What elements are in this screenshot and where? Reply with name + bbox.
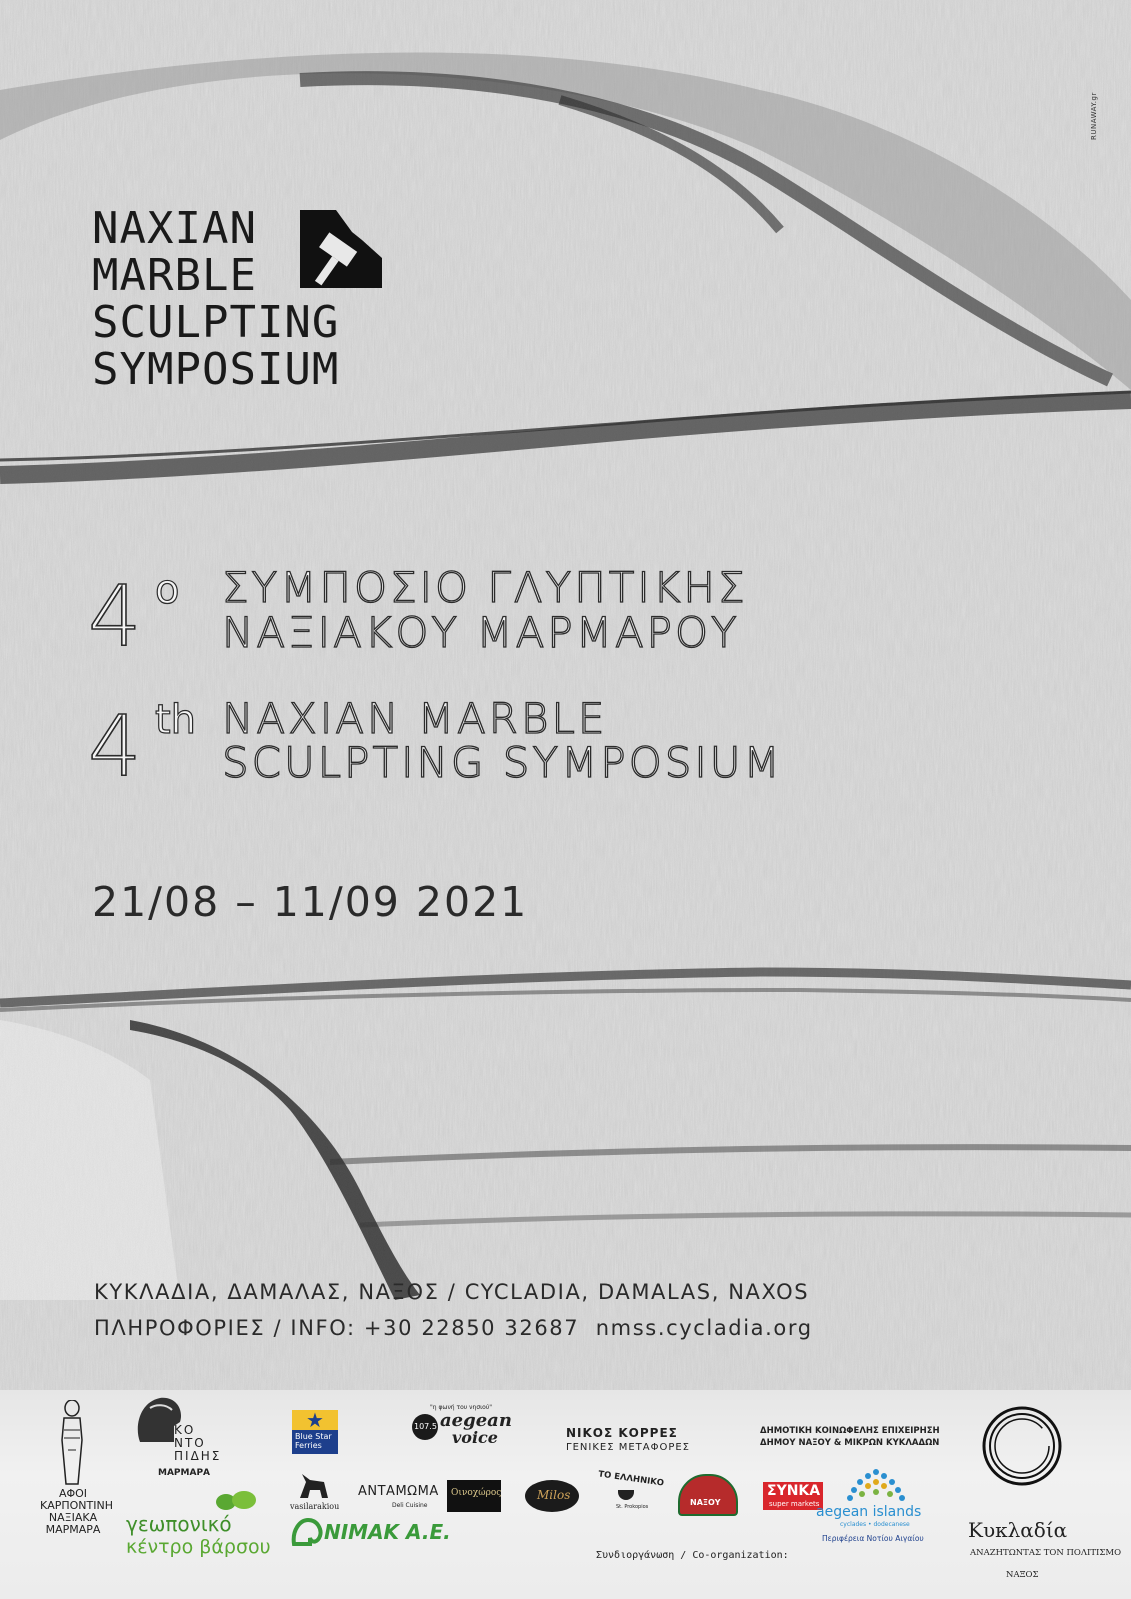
sponsor-vasilarakiou: vasilarakiou bbox=[290, 1502, 340, 1511]
cycladia-sub1: ΑΝΑΖΗΤΩΝΤΑΣ ΤΟΝ ΠΟΛΙΤΙΣΜΟ bbox=[970, 1548, 1122, 1558]
naxos-badge-text: ΝΑΞΟΥ bbox=[690, 1498, 721, 1507]
oinoxoros-logo bbox=[447, 1480, 501, 1512]
event-dates: 21/08 – 11/09 2021 bbox=[92, 878, 529, 926]
bluestar-logo bbox=[292, 1410, 338, 1454]
bluestar-line: Blue Star bbox=[295, 1432, 332, 1441]
info-label: ΠΛΗΡΟΦΟΡΙΕΣ / INFO: bbox=[94, 1316, 356, 1340]
sponsor-elliniko-sub: St. Prokopios bbox=[616, 1504, 649, 1510]
logo-line: NAXIAN bbox=[92, 203, 257, 254]
logo-line: SCULPTING bbox=[92, 297, 340, 348]
greek-title-line2: ΝΑΞΙΑΚΟΥ ΜΑΡΜΑΡΟΥ bbox=[222, 608, 740, 657]
bluestar-line: Ferries bbox=[295, 1441, 322, 1450]
aegean-voice-freq: 107.5 bbox=[414, 1422, 437, 1431]
sponsor-municipal: ΔΗΜΟΤΙΚΗ ΚΟΙΝΩΦΕΛΗΣ ΕΠΙΧΕΙΡΗΣΗ bbox=[760, 1426, 940, 1436]
sponsor-elliniko: ΤΟ ΕΛΛΗΝΙΚΟ bbox=[597, 1469, 665, 1489]
sponsor-karpontini-line: ΑΦΟΙ bbox=[58, 1487, 88, 1500]
greek-ordinal-suffix: ο bbox=[155, 567, 180, 613]
sponsor-karpontini-line: ΚΑΡΠΟΝΤΙΝΗ bbox=[40, 1499, 113, 1512]
sponsor-nimak: NIMAK A.E. bbox=[324, 1520, 451, 1544]
nimak-tree-icon bbox=[290, 1516, 324, 1546]
milos-logo bbox=[525, 1480, 579, 1512]
info-phone[interactable]: +30 22850 32687 bbox=[363, 1316, 580, 1340]
sponsor-antamoma: ΑΝΤΑΜΩΜΑ bbox=[358, 1484, 439, 1499]
sponsor-kontopidis-line: ΠΙΔΗΣ bbox=[174, 1449, 222, 1463]
sponsor-antamoma-sub: Deli Cuisine bbox=[392, 1502, 428, 1509]
synka-logo bbox=[763, 1482, 823, 1510]
synka-sub: super markets bbox=[769, 1500, 820, 1508]
aegean-islands-dots-icon bbox=[846, 1468, 906, 1504]
statue-icon bbox=[58, 1400, 86, 1486]
info-line bbox=[94, 1316, 813, 1340]
sponsor-kontopidis-line: ΝΤΟ bbox=[174, 1436, 206, 1450]
sponsor-kontopidis-sub: ΜΑΡΜΑΡΑ bbox=[158, 1468, 211, 1478]
greek-number: 4 bbox=[88, 567, 142, 665]
cycladia-sub2: ΝΑΞΟΣ bbox=[1006, 1570, 1039, 1580]
naxos-badge-logo bbox=[678, 1474, 738, 1516]
aegean-voice-name: aegean bbox=[440, 1410, 512, 1431]
aegean-voice-badge bbox=[412, 1414, 438, 1440]
aegean-islands-sub: cyclades • dodecanese bbox=[840, 1521, 910, 1528]
oinoxoros-text: Οινοχώρος bbox=[451, 1488, 502, 1498]
sponsor-kontopidis bbox=[174, 1424, 221, 1463]
sponsors-strip bbox=[0, 1390, 1131, 1599]
design-credit: RUNAWAY.gr bbox=[1090, 92, 1098, 140]
sponsor-municipal-sub: ΔΗΜΟΥ ΝΑΞΟΥ & ΜΙΚΡΩΝ ΚΥΚΛΑΔΩΝ bbox=[760, 1438, 940, 1448]
milos-text: Milos bbox=[537, 1488, 571, 1502]
info-website[interactable]: nmss.cycladia.org bbox=[595, 1316, 813, 1340]
leaf-icon bbox=[214, 1490, 258, 1514]
synka-name: ΣYNKA bbox=[767, 1483, 821, 1499]
english-ordinal-suffix: th bbox=[155, 697, 197, 743]
location-text: ΚΥΚΛΑΔΙΑ, ΔΑΜΑΛΑΣ, ΝΑΞΟΣ / CYCLADIA, DAMALAS, NAXOS bbox=[94, 1280, 810, 1304]
aegean-voice-name2: voice bbox=[452, 1428, 498, 1447]
sponsor-kontopidis-line: ΚΟ bbox=[174, 1423, 196, 1437]
logo-line: SYMPOSIUM bbox=[92, 344, 340, 395]
star-icon: ★ bbox=[306, 1408, 324, 1432]
logo-line: MARBLE bbox=[92, 250, 257, 301]
aegean-voice-tag: "η φωνή του νησιού" bbox=[430, 1404, 493, 1411]
bluestar-text bbox=[295, 1432, 332, 1450]
coorganization-label: Συνδιοργάνωση / Co-organization: bbox=[596, 1550, 789, 1561]
goat-icon bbox=[296, 1470, 332, 1500]
sponsor-korres-sub: ΓΕΝΙΚΕΣ ΜΕΤΑΦΟΡΕΣ bbox=[566, 1442, 690, 1453]
aegean-islands-name: aegean islands bbox=[816, 1504, 922, 1520]
greek-title-line1: ΣΥΜΠΟΣΙΟ ΓΛΥΠΤΙΚΗΣ bbox=[222, 563, 748, 612]
aegean-islands-region: Περιφέρεια Νοτίου Αιγαίου bbox=[822, 1534, 924, 1543]
sponsor-karpontini-line: ΜΑΡΜΑΡΑ bbox=[45, 1523, 101, 1536]
cycladia-name: Κυκλαδία bbox=[968, 1518, 1068, 1542]
sponsor-geoponiko: γεωπονικό bbox=[126, 1512, 232, 1536]
sponsor-korres: ΝΙΚΟΣ ΚΟΡΡΕΣ bbox=[566, 1426, 678, 1440]
sponsor-karpontini bbox=[40, 1487, 113, 1536]
english-title-line1: NAXIAN MARBLE bbox=[222, 694, 608, 743]
pot-icon bbox=[618, 1490, 634, 1500]
english-number: 4 bbox=[88, 697, 142, 795]
sponsor-geoponiko-sub: κέντρο βάρσου bbox=[126, 1536, 271, 1558]
hammer-logo-icon bbox=[300, 210, 382, 288]
english-title-line2: SCULPTING SYMPOSIUM bbox=[222, 738, 783, 787]
sponsor-karpontini-line: ΝΑΞΙΑΚΑ bbox=[48, 1511, 98, 1524]
cycladia-spiral-icon bbox=[980, 1404, 1064, 1488]
